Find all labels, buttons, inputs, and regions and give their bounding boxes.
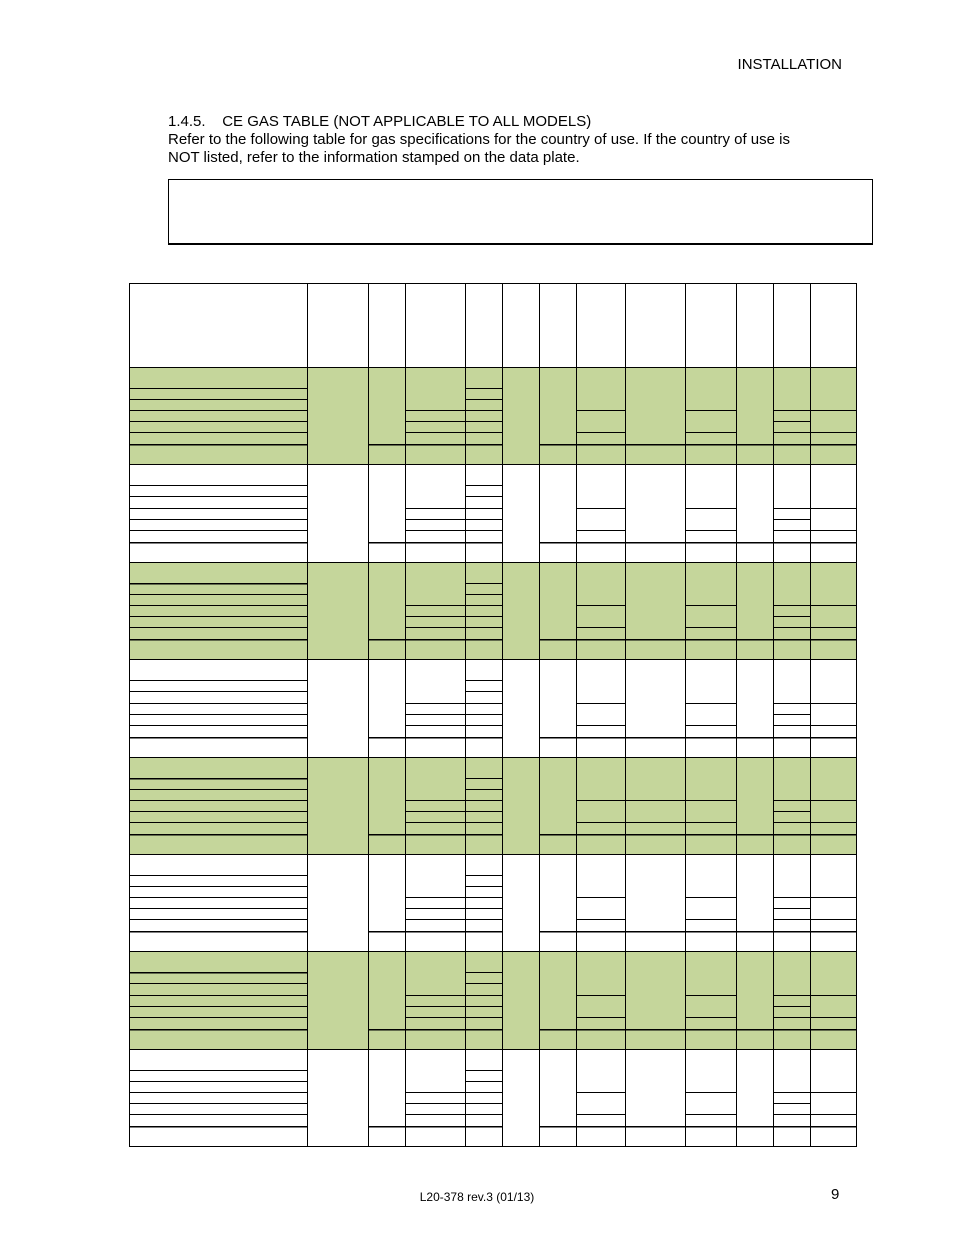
- table-band-shade: [129, 757, 856, 854]
- page-number: 9: [831, 1186, 840, 1203]
- section-number: 1.4.5.: [168, 113, 206, 130]
- table-band-shade: [129, 562, 856, 659]
- section-intro-line-1: Refer to the following table for gas specifications for the country of use. If the country of use is: [168, 131, 790, 148]
- table-band-shade: [129, 367, 856, 464]
- table-band-shade: [129, 951, 856, 1049]
- footer-document-code: L20-378 rev.3 (01/13): [419, 1190, 535, 1204]
- header-section-label: INSTALLATION: [737, 56, 842, 73]
- section-intro-line-2: NOT listed, refer to the information stamped on the data plate.: [168, 149, 580, 166]
- section-title: CE GAS TABLE (NOT APPLICABLE TO ALL MODELS): [222, 113, 592, 130]
